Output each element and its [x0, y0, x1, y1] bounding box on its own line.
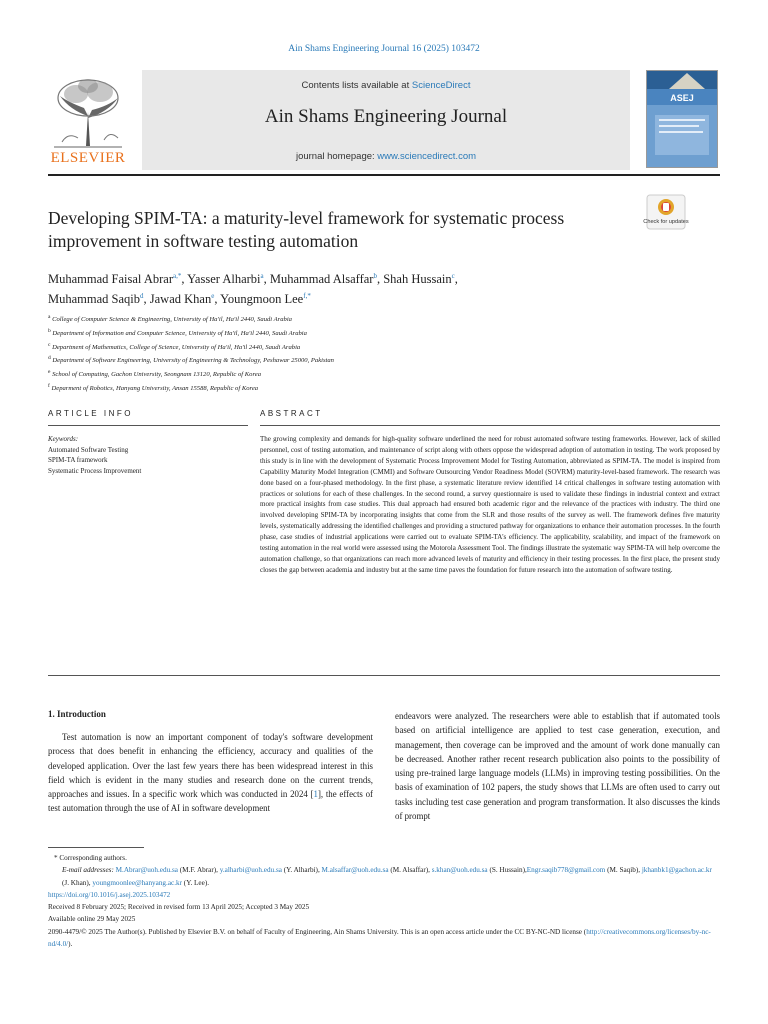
affiliation-text: School of Computing, Gachon University, Seongnam 13120, Republic of Korea [52, 371, 262, 379]
homepage-prefix: journal homepage: [295, 151, 378, 162]
reference-link[interactable]: 1 [313, 789, 318, 800]
sciencedirect-link[interactable]: ScienceDirect [411, 80, 471, 91]
email-link[interactable]: jkhanbk1@gachon.ac.kr [641, 866, 712, 875]
intro-text: ], the effects of test automation through the use of AI in software development [48, 789, 373, 814]
keyword-item: Systematic Process Improvement [48, 466, 142, 475]
author-name[interactable]: Jawad Khan [149, 292, 212, 307]
homepage-link[interactable]: www.sciencedirect.com [377, 151, 477, 162]
email-owner: (S. Hussain), [487, 866, 527, 875]
author-name[interactable]: Muhammad Saqib [48, 292, 141, 307]
author-separator: , [376, 272, 384, 287]
abstract-heading: ABSTRACT [260, 409, 323, 418]
affiliation-list [48, 312, 648, 395]
affiliation-text: Department of Software Engineering, University of Engineering & Technology, Peshawar 25000, Pakistan [52, 357, 334, 365]
author-list [48, 268, 648, 308]
introduction-heading: 1. Introduction [48, 709, 106, 719]
intro-text: Test automation is now an important component of today's software development process that does benefit in enhancing the efficiency, accuracy and qualities of the developed application. Over the last few years there has been widespread interest in this field which is evident in the many studies and research done on the current trends, approaches and issues. In a specific work which was conducted in 2024 [ [48, 732, 373, 800]
license-link[interactable]: http://creativecommons.org/licenses/by-nc-nd/4.0/ [48, 927, 711, 949]
author-separator: , [263, 272, 270, 287]
affiliation-item [48, 312, 648, 326]
author-name[interactable]: Muhammad Faisal Abrar [48, 272, 173, 287]
affiliation-item [48, 326, 648, 340]
affiliation-text: College of Computer Science & Engineering, University of Ha'il, Ha'il 2440, Saudi Arabia [52, 316, 292, 324]
received-dates: Received 8 February 2025; Received in revised form 13 April 2025; Accepted 3 May 2025 [48, 903, 310, 912]
corresponding-note: * Corresponding authors. [54, 854, 127, 862]
affiliation-text: Department of Information and Computer Science, University of Ha'il, Ha'il 2440, Saudi Arabia [52, 329, 307, 337]
keywords-block [48, 434, 248, 476]
email-owner: (J. Khan), [62, 878, 93, 887]
copyright-end: ). [68, 940, 73, 949]
journal-citation[interactable]: Ain Shams Engineering Journal 16 (2025) 103472 [288, 44, 480, 54]
affiliation-text: Deparment of Robotics, Hanyang University, Ansan 15588, Republic of Korea [51, 385, 259, 393]
affiliation-marker: d [48, 355, 51, 362]
affiliation-marker: c [48, 341, 51, 348]
email-owner: (Y. Lee). [182, 878, 210, 887]
introduction-column-2: endeavors were analyzed. The researchers were able to establish that if automated tools based on artificial intelligence are applied to test case generation, execution, and management, then coverage can be improved and the amount of work done manually can be decreased. Another rather recent research publication also points to the possibility of using pre-trained large language models (LLMs) in improving testing possibilities. On the basis of examination of 102 papers, the study shows that LLMs are often used to carry out tasks including test case generation and program transformation. It also discusses the kinds of prompt [395, 711, 720, 822]
author-name[interactable]: Muhammad Alsaffar [269, 272, 374, 287]
author-affiliation-marker[interactable]: f,* [303, 292, 311, 301]
check-for-updates-icon[interactable] [643, 194, 689, 230]
keyword-item: SPIM-TA framework [48, 456, 108, 464]
author-separator: , [454, 272, 458, 287]
copyright-note [48, 926, 720, 951]
body-divider [48, 675, 720, 676]
author-affiliation-marker[interactable]: e [211, 292, 215, 301]
affiliation-marker: f [48, 382, 50, 389]
abstract-divider [260, 425, 720, 426]
affiliation-marker: a [48, 314, 51, 320]
footnotes [48, 852, 720, 950]
email-link[interactable]: s.khan@uoh.edu.sa [431, 866, 488, 875]
abstract-text: The growing complexity and demands for high-quality software underlined the need for robust automated software testing frameworks. However, lack of skilled personnel, cost of testing automation, and maintenance of script along with others oppose the widespread adoption of automation in testing. The work proposed by this study is in line with the development of Systematic Process Improvement Model for Testing Automation, abbreviated as SPIM-TA. The model is inspired from Capability Maturity Model Integration (CMMI) and Software Outsourcing Vendor Readiness Model (SOVRM) maturity-level-based framework. The research was done based on a four-phased methodology. In the first phase, a systematic literature review identified 14 critical challenges in software testing automation with practices or solutions for each of these challenges. In the second round, a survey questionnaire is used to validate these findings in industrial context and extract more practical insights from case studies. This dual approach had ensured both academic rigor and the relevance of the practices with industry. The third one involved developing SPIM-TA by incorporating insights that come from the SLR and those results of the survey as well. The framework defines five maturity levels, systematically addressing the identified challenges and providing a structured pathway for organizations to enhance their automation processes. In the fourth phase, case studies of industrial applications were carried out to evaluate SPIM-TA's efficiency. The applicability, scalability, and impact of the framework on testing automation in the real world were assessed using the Motorola Assessment Tool. The findings illustrate the systematic way SPIM-TA will help overcome the automation challenge, so that organizations can reach more advanced levels of maturity and efficiency in their testing processes. In the first place, the present study closes the gap between academia and industry but at the same time paves the foundation for future research into the automation of software testing. [260, 435, 720, 574]
article-title: Developing SPIM-TA: a maturity-level framework for systematic process improvement in software testing automation [48, 208, 565, 251]
keywords-label: Keywords: [48, 435, 79, 443]
email-owner: (M. Alsaffar), [388, 866, 432, 875]
affiliation-marker: e [48, 369, 51, 376]
author-affiliation-marker[interactable]: d [140, 292, 144, 301]
affiliation-text: Department of Mathematics, College of Science, University of Ha'il, Ha'il 2440, Saudi Arabia [52, 343, 301, 351]
copyright-text: 2090-4479/© 2025 The Author(s). Published by Elsevier B.V. on behalf of Faculty of Engineering, Ain Shams University. This is an open access article under the CC BY-NC-ND license ( [48, 927, 587, 936]
homepage-line [142, 151, 630, 162]
email-link[interactable]: Engr.saqib778@gmail.com [526, 866, 606, 875]
email-owner: (M.F. Abrar), [177, 866, 220, 875]
email-link[interactable]: y.alharbi@uoh.edu.sa [219, 866, 282, 875]
affiliation-item [48, 367, 648, 381]
introduction-column-1 [48, 730, 373, 816]
author-affiliation-marker[interactable]: c [451, 272, 455, 280]
header-divider [48, 174, 720, 176]
doi-link[interactable]: https://doi.org/10.1016/j.asej.2025.103472 [48, 890, 171, 899]
email-label: E-mail addresses: [62, 866, 114, 875]
author-affiliation-marker[interactable]: b [373, 272, 377, 280]
contents-line [142, 80, 630, 91]
contents-prefix: Contents lists available at [301, 80, 412, 91]
email-link[interactable]: youngmoonlee@hanyang.ac.kr [92, 878, 182, 887]
affiliation-marker: b [48, 327, 51, 334]
affiliation-item [48, 381, 648, 395]
affiliation-item [48, 353, 648, 367]
email-owner: (M. Saqib), [605, 866, 642, 875]
email-addresses [48, 864, 720, 889]
keyword-item: Automated Software Testing [48, 445, 129, 454]
author-separator: , [214, 292, 221, 307]
author-separator: , [143, 292, 150, 307]
journal-cover-thumbnail[interactable] [646, 70, 718, 168]
email-owner: (Y. Alharbi), [281, 866, 322, 875]
author-name[interactable]: Yasser Alharbi [187, 272, 261, 287]
journal-name: Ain Shams Engineering Journal [264, 106, 508, 127]
author-affiliation-marker[interactable]: a,* [172, 272, 182, 280]
check-for-updates-label: Check for updates [643, 219, 689, 225]
author-name[interactable]: Shah Hussain [383, 272, 452, 287]
email-link[interactable]: M.alsaffar@uoh.edu.sa [321, 866, 389, 875]
cover-label: ASEJ [670, 93, 694, 103]
article-info-divider [48, 425, 248, 426]
footnote-divider [48, 847, 144, 848]
article-info-heading: ARTICLE INFO [48, 409, 133, 418]
author-affiliation-marker[interactable]: a [260, 272, 264, 280]
author-name[interactable]: Youngmoon Lee [220, 292, 304, 307]
author-separator: , [181, 272, 188, 287]
elsevier-wordmark: ELSEVIER [50, 150, 126, 166]
affiliation-item [48, 340, 648, 354]
available-online: Available online 29 May 2025 [48, 915, 136, 924]
cover-art-icon [647, 71, 717, 167]
email-link[interactable]: M.Abrar@uoh.edu.sa [115, 866, 178, 875]
